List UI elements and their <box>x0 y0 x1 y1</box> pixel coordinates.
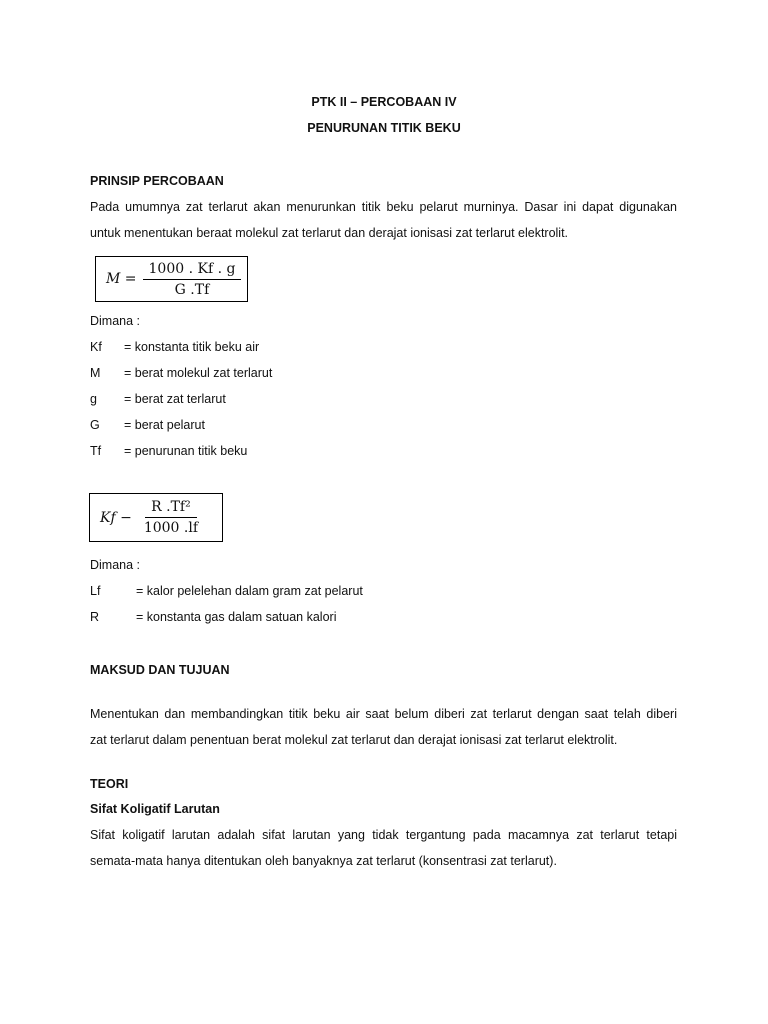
def-text: = konstanta gas dalam satuan kalori <box>136 610 337 624</box>
def-text: = konstanta titik beku air <box>124 340 260 354</box>
defs1-row <box>90 366 272 386</box>
prinsip-paragraph <box>90 194 677 246</box>
formula1-denominator: G .Tf <box>174 281 210 298</box>
def-symbol: M <box>90 366 101 380</box>
formula1-numerator: 1000 . Kf . g <box>143 261 242 280</box>
formula2-numerator: R .Tf² <box>145 499 197 518</box>
section-heading-maksud: MAKSUD DAN TUJUAN <box>90 663 230 677</box>
defs1-label: Dimana : <box>90 314 141 328</box>
formula2-lhs: Kf − <box>100 509 132 526</box>
defs1-row <box>90 444 247 464</box>
prinsip-line-1: Pada umumnya zat terlarut akan menurunkan titik beku pelarut murninya. Dasar ini dapat digunakan <box>90 200 677 214</box>
defs1-row <box>90 392 226 412</box>
defs1-row <box>90 340 259 360</box>
teori-line-2: semata-mata hanya ditentukan oleh banyaknya zat terlarut (konsentrasi zat terlarut). <box>90 854 557 868</box>
defs2-row <box>90 610 336 630</box>
def-text: = berat pelarut <box>124 418 205 432</box>
prinsip-line-2: untuk menentukan beraat molekul zat terlarut dan derajat ionisasi zat terlarut elektrolit. <box>90 226 569 240</box>
teori-line-1: Sifat koligatif larutan adalah sifat larutan yang tidak tergantung pada macamnya zat terlarut tetapi <box>90 828 677 842</box>
def-symbol: Lf <box>90 584 101 598</box>
formula1-lhs: M = <box>106 271 137 287</box>
formula-kf <box>89 493 223 542</box>
formula2-denominator: 1000 .lf <box>143 520 199 536</box>
formula1-fraction <box>143 261 242 298</box>
maksud-line-1: Menentukan dan membandingkan titik beku air saat belum diberi zat terlarut dengan saat telah diberi <box>90 707 677 721</box>
def-text: = kalor pelelehan dalam gram zat pelarut <box>136 584 363 598</box>
formula-molar-mass <box>95 256 248 302</box>
maksud-line-2: zat terlarut dalam penentuan berat molekul zat terlarut dan derajat ionisasi zat terlarut elektrolit. <box>90 733 618 747</box>
section-heading-prinsip: PRINSIP PERCOBAAN <box>90 174 224 188</box>
formula2-fraction <box>138 499 204 536</box>
def-text: = berat zat terlarut <box>124 392 226 406</box>
defs2-label: Dimana : <box>90 558 141 572</box>
def-symbol: R <box>90 610 100 624</box>
def-text: = berat molekul zat terlarut <box>124 366 273 380</box>
def-symbol: Kf <box>90 340 102 354</box>
defs2-row <box>90 584 363 604</box>
doc-title-line1: PTK II – PERCOBAAN IV <box>311 95 457 109</box>
def-symbol: g <box>90 392 97 406</box>
def-text: = penurunan titik beku <box>124 444 248 458</box>
def-symbol: G <box>90 418 100 432</box>
def-symbol: Tf <box>90 444 102 458</box>
defs1-row <box>90 418 205 438</box>
maksud-paragraph <box>90 701 677 753</box>
section-heading-teori: TEORI <box>90 777 129 791</box>
teori-paragraph <box>90 822 677 874</box>
subheading-sifat-koligatif: Sifat Koligatif Larutan <box>90 802 220 816</box>
doc-title-line2: PENURUNAN TITIK BEKU <box>307 121 461 135</box>
